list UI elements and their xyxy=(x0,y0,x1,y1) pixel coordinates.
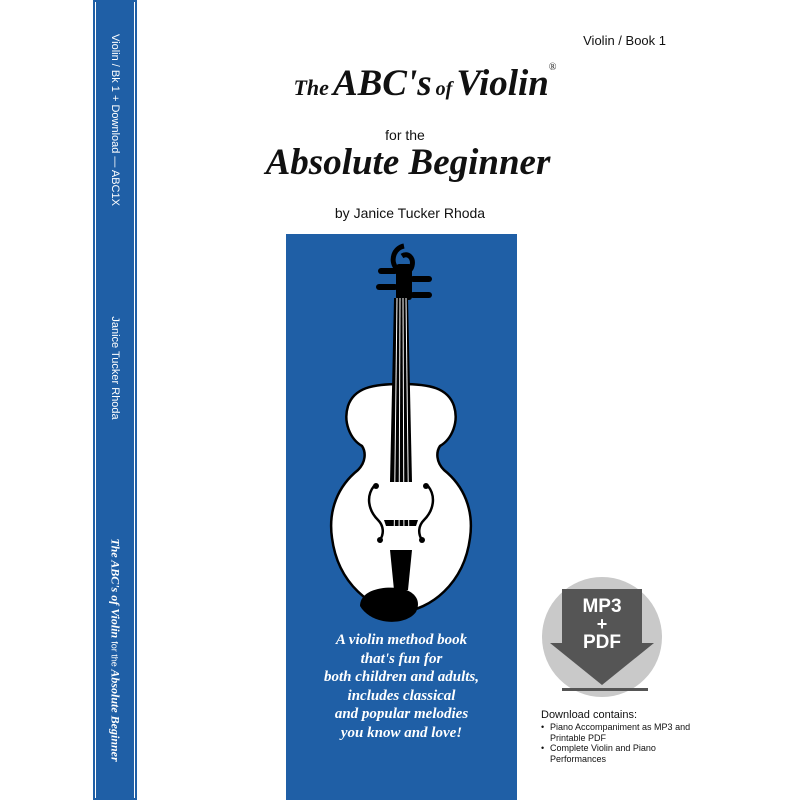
spine-author: Janice Tucker Rhoda xyxy=(109,316,121,420)
title-violin: Violin xyxy=(456,63,549,104)
title-abc: ABC's xyxy=(332,63,432,104)
tagline-line: A violin method book xyxy=(335,632,468,648)
book-label: Violin / Book 1 xyxy=(583,33,666,48)
book-subtitle: Absolute Beginner xyxy=(265,142,551,183)
book-spine xyxy=(93,0,137,800)
tagline xyxy=(286,631,517,742)
registered-mark: ® xyxy=(548,62,557,73)
tagline-line: that's fun for xyxy=(360,650,443,667)
for-the-label: for the xyxy=(385,127,425,143)
tagline-line: includes classical xyxy=(347,687,456,704)
badge-plus: + xyxy=(596,614,608,634)
cover-panel xyxy=(286,234,517,800)
tagline-line: both children and adults, xyxy=(323,669,480,685)
spine-title-main: The ABC's of Violin xyxy=(108,538,123,639)
badge-pdf: PDF xyxy=(583,632,621,653)
tagline-line: and popular melodies xyxy=(334,706,469,722)
download-item: • Complete Violin and Piano Performances xyxy=(541,743,711,764)
badge-mp3: MP3 xyxy=(582,596,622,617)
download-item: • Piano Accompaniment as MP3 and Printable PDF xyxy=(541,722,711,743)
download-list xyxy=(541,722,711,764)
title-the: The xyxy=(293,75,329,100)
author-byline: by Janice Tucker Rhoda xyxy=(334,205,486,221)
spine-title-end: Absolute Beginner xyxy=(108,669,123,762)
book-title xyxy=(0,62,800,105)
badge-underline xyxy=(562,688,648,691)
spine-title-mid: for the xyxy=(109,641,120,667)
violin-illustration xyxy=(286,234,517,634)
spine-title xyxy=(108,538,123,761)
spine-product-code: Violin / Bk 1 + Download — ABC1X xyxy=(109,34,121,206)
tagline-line: you know and love! xyxy=(340,724,463,741)
mp3-pdf-badge xyxy=(542,577,662,697)
title-of: of xyxy=(435,78,453,100)
download-heading: Download contains: xyxy=(541,709,638,721)
